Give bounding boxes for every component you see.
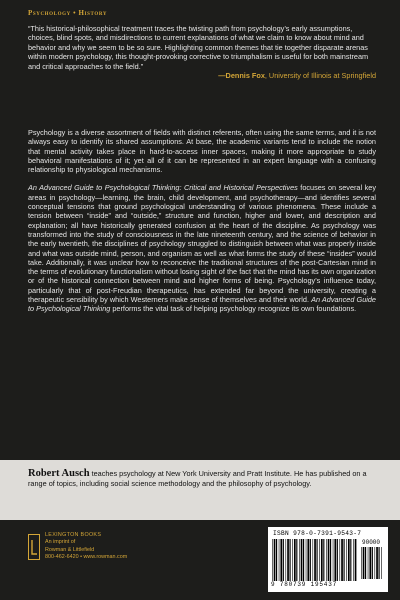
publisher-block [28,532,228,582]
lexington-logo-icon [28,534,40,560]
description-paragraph-2 [28,183,376,313]
publisher-contact: 800-462-6420 • www.rowman.com [45,554,128,561]
author-name: Robert Ausch [28,468,90,479]
blurb-quote [28,24,376,80]
attribution-affiliation: , University of Illinois at Springfield [264,71,376,81]
quote-text: “This historical-philosophical treatment traces the twisting path from psychology’s early assumptions, choices, blind spots, and misdirections to current explanations of what we claim to know about mind and behavior and why we seem to be so sure. Highlighting common themes that tie together disparate arenas within modern psychology, this thought-provoking corrective to triumphalism is useful for both mainstream and critical approaches to the field.” [28,24,369,71]
price-barcode-icon [361,547,383,579]
isbn-label: ISBN 978-0-7391-9543-7 [273,530,362,537]
description-paragraph-1: Psychology is a diverse assortment of fields with distinct referents, often using the same terms, and it is not always easy to identify its shared assumptions. At base, the academic variants tend to include the notion that mental activity takes place in hard-to-access inner spaces, making it more appropriate to study behavioral manifestations of it; yet all of it can be represented in an expert language with a confusing relationship to physiological mechanisms. [28,128,376,175]
ean-barcode-icon [272,539,358,581]
quote-attribution [28,71,376,80]
description-body: focuses on several key areas in psychology—learning, the brain, child development, and psychotherapy—and identifies several conceptual tensions that ground psychological understanding of various phenomena. These include a tension between “inside” and “outside,” structure and function, higher and lower, and description and explanation; all have historically generated confusion at the heart of the discipline. As psychology was transformed into the study of consciousness in the late nineteenth century, and the science of behavior in the early twentieth, the disciplines of psychology struggled to distinguish between what was properly inside and what was outside mind, person, and organism as well as what forms the study of these “insides” would take. Additionally, it was unclear how to reconceive the traditional structures of the post-Cartesian mind in the terms of evolutionary functionalism without losing sight of the fact that the mind has its own organization or of the historical connection between mind and higher forms of being. Psychology’s influence today, particularly that of post-Freudian therapeutics, has extended far beyond the university, creating a therapeutic sensibility by which Westerners make sense of themselves and their world. [28,183,376,305]
publisher-info [45,532,127,562]
imprint-line-2: Rowman & Littlefield [45,546,95,553]
book-title-italic: An Advanced Guide to Psychological Thinking: Critical and Historical Perspectives [28,183,298,193]
author-bio [28,469,378,490]
ean-number: 9 780739 195437 [271,581,338,588]
publisher-name: LEXINGTON BOOKS [45,532,102,538]
attribution-name: —Dennis Fox [218,71,265,81]
category-label: Psychology • History [28,9,108,17]
price-code: 90000 [362,539,381,546]
book-description [28,128,376,323]
imprint-line-1: An imprint of [45,539,76,546]
description-end: performs the vital task of helping psychology recognize its own foundations. [110,304,357,314]
author-bio-text: teaches psychology at New York University and Pratt Institute. He has published on a range of topics, including social science methodology and the philosophy of psychology. [28,469,367,489]
barcode-box [268,527,388,592]
book-title-italic-short: An Advanced Guide to Psychological Thinking [28,295,376,314]
